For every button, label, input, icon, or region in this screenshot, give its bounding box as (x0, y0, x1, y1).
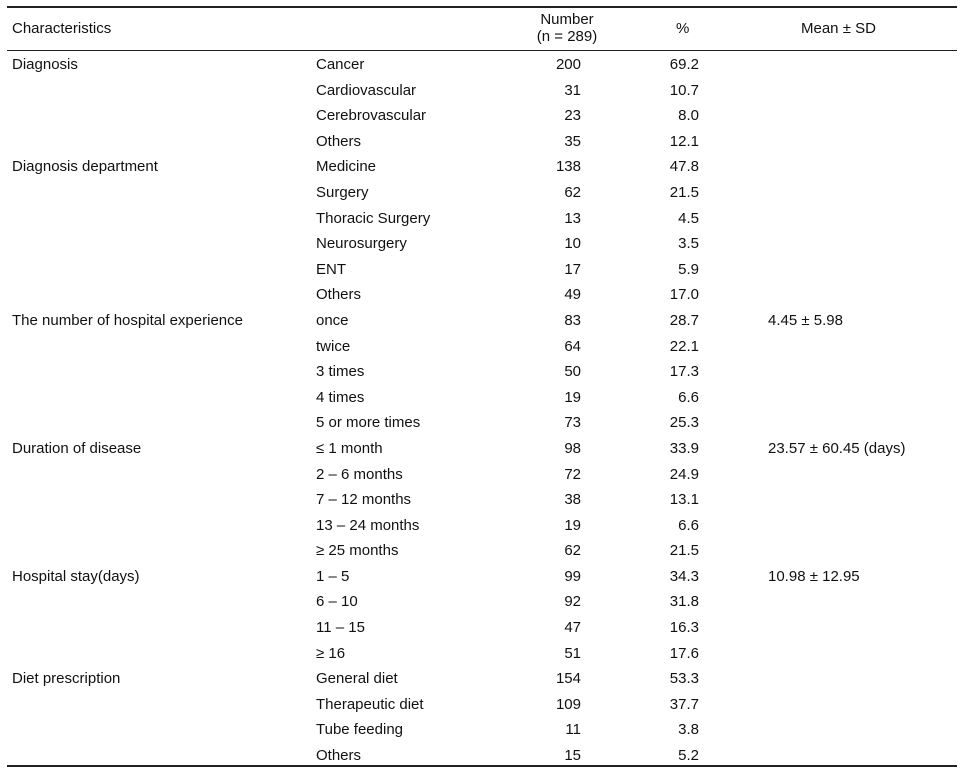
row-percent: 31.8 (669, 593, 699, 611)
table-row (0, 538, 963, 564)
top-rule (7, 6, 957, 8)
row-percent: 13.1 (669, 491, 699, 509)
row-category: once (316, 311, 349, 329)
row-category: Others (316, 286, 362, 304)
row-number: 13 (564, 209, 581, 227)
table-row (0, 52, 963, 78)
table-row (0, 717, 963, 743)
row-category: Neurosurgery (316, 235, 407, 253)
row-number: 35 (564, 132, 581, 150)
row-number: 23 (564, 107, 581, 125)
row-percent: 22.1 (669, 337, 699, 355)
row-percent: 3.8 (678, 721, 699, 739)
row-characteristic: Diagnosis department (12, 158, 158, 176)
row-characteristic: Diagnosis (12, 56, 78, 73)
row-percent: 4.5 (678, 209, 699, 227)
row-percent: 3.5 (678, 235, 699, 253)
row-category: Cancer (316, 56, 365, 73)
row-category: 6 – 10 (316, 593, 358, 611)
table-row (0, 487, 963, 513)
row-number: 64 (564, 337, 581, 355)
row-category: Tube feeding (316, 721, 404, 739)
table-row (0, 641, 963, 667)
row-number: 154 (555, 670, 581, 688)
row-percent: 28.7 (669, 311, 699, 329)
row-number: 11 (565, 721, 581, 739)
row-percent: 5.2 (678, 747, 699, 765)
table-row (0, 154, 963, 180)
row-number: 73 (564, 414, 581, 432)
row-number: 51 (564, 644, 581, 662)
row-number: 31 (564, 81, 581, 99)
row-percent: 17.0 (669, 286, 699, 304)
row-number: 50 (564, 363, 581, 381)
table-row (0, 231, 963, 257)
row-number: 62 (564, 542, 581, 560)
header-characteristics: Characteristics (12, 20, 112, 37)
header-rule (7, 50, 957, 51)
row-category: 11 – 15 (316, 619, 365, 637)
row-percent: 16.3 (669, 619, 699, 637)
row-mean-sd: 4.45 ± 5.98 (768, 311, 843, 329)
table-row (0, 359, 963, 385)
table-row (0, 180, 963, 206)
row-percent: 53.3 (669, 670, 699, 688)
row-category: Surgery (316, 183, 369, 201)
row-percent: 10.7 (669, 81, 699, 99)
row-percent: 24.9 (669, 465, 699, 483)
table-row (0, 308, 963, 334)
row-number: 72 (564, 465, 581, 483)
row-number: 49 (564, 286, 581, 304)
row-percent: 37.7 (669, 695, 699, 713)
row-category: 5 or more times (316, 414, 421, 432)
header-percent: % (676, 20, 690, 37)
row-number: 200 (555, 56, 581, 73)
row-mean-sd: 10.98 ± 12.95 (768, 567, 860, 585)
row-category: 4 times (316, 388, 365, 406)
table-row (0, 564, 963, 590)
row-category: ≥ 16 (316, 644, 346, 662)
row-category: 13 – 24 months (316, 516, 420, 534)
row-number: 99 (564, 567, 581, 585)
row-characteristic: The number of hospital experience (12, 311, 243, 329)
row-percent: 6.6 (678, 516, 699, 534)
table-row (0, 589, 963, 615)
table-row (0, 78, 963, 104)
row-number: 19 (564, 516, 581, 534)
table-row (0, 334, 963, 360)
row-percent: 6.6 (678, 388, 699, 406)
header-number-n: (n = 289) (536, 28, 598, 45)
row-number: 19 (564, 388, 581, 406)
table-row (0, 666, 963, 692)
row-category: Cerebrovascular (316, 107, 427, 125)
table-row (0, 410, 963, 436)
row-percent: 25.3 (669, 414, 699, 432)
row-category: ≤ 1 month (316, 439, 383, 457)
table-row (0, 615, 963, 641)
row-percent: 33.9 (669, 439, 699, 457)
row-percent: 21.5 (669, 183, 699, 201)
row-percent: 5.9 (678, 260, 699, 278)
row-number: 98 (564, 439, 581, 457)
table-row (0, 462, 963, 488)
row-number: 47 (564, 619, 581, 637)
table-row (0, 513, 963, 539)
row-number: 138 (555, 158, 581, 176)
table-row (0, 282, 963, 308)
row-category: Others (316, 747, 362, 765)
row-number: 62 (564, 183, 581, 201)
row-category: Others (316, 132, 362, 150)
row-number: 15 (564, 747, 581, 765)
header-mean-sd: Mean ± SD (801, 20, 876, 37)
row-number: 83 (564, 311, 581, 329)
row-characteristic: Diet prescription (12, 670, 121, 688)
row-category: twice (316, 337, 351, 355)
table-row (0, 206, 963, 232)
table-row (0, 103, 963, 129)
row-percent: 21.5 (669, 542, 699, 560)
row-number: 17 (564, 260, 581, 278)
row-percent: 8.0 (678, 107, 699, 125)
table-row (0, 692, 963, 718)
header-number (500, 11, 634, 45)
row-category: Thoracic Surgery (316, 209, 431, 227)
row-number: 109 (555, 695, 581, 713)
row-characteristic: Duration of disease (12, 439, 142, 457)
row-number: 10 (564, 235, 581, 253)
row-percent: 34.3 (669, 567, 699, 585)
row-category: 7 – 12 months (316, 491, 412, 509)
row-category: 3 times (316, 363, 365, 381)
table-row (0, 385, 963, 411)
row-number: 38 (564, 491, 581, 509)
table-row (0, 129, 963, 155)
row-category: Medicine (316, 158, 377, 176)
row-category: Cardiovascular (316, 81, 417, 99)
table-row (0, 436, 963, 462)
row-percent: 17.3 (669, 363, 699, 381)
table-row (0, 257, 963, 283)
row-category: General diet (316, 670, 398, 688)
row-percent: 17.6 (669, 644, 699, 662)
row-category: ≥ 25 months (316, 542, 399, 560)
row-number: 92 (564, 593, 581, 611)
bottom-rule (7, 765, 957, 767)
header-number-label: Number (540, 11, 594, 28)
row-category: 2 – 6 months (316, 465, 403, 483)
row-percent: 47.8 (669, 158, 699, 176)
row-category: ENT (316, 260, 346, 278)
row-category: 1 – 5 (316, 567, 350, 585)
row-characteristic: Hospital stay(days) (12, 567, 140, 585)
table-body (0, 52, 963, 769)
row-category: Therapeutic diet (316, 695, 424, 713)
row-mean-sd: 23.57 ± 60.45 (days) (768, 439, 906, 457)
row-percent: 69.2 (669, 56, 699, 73)
row-percent: 12.1 (669, 132, 699, 150)
